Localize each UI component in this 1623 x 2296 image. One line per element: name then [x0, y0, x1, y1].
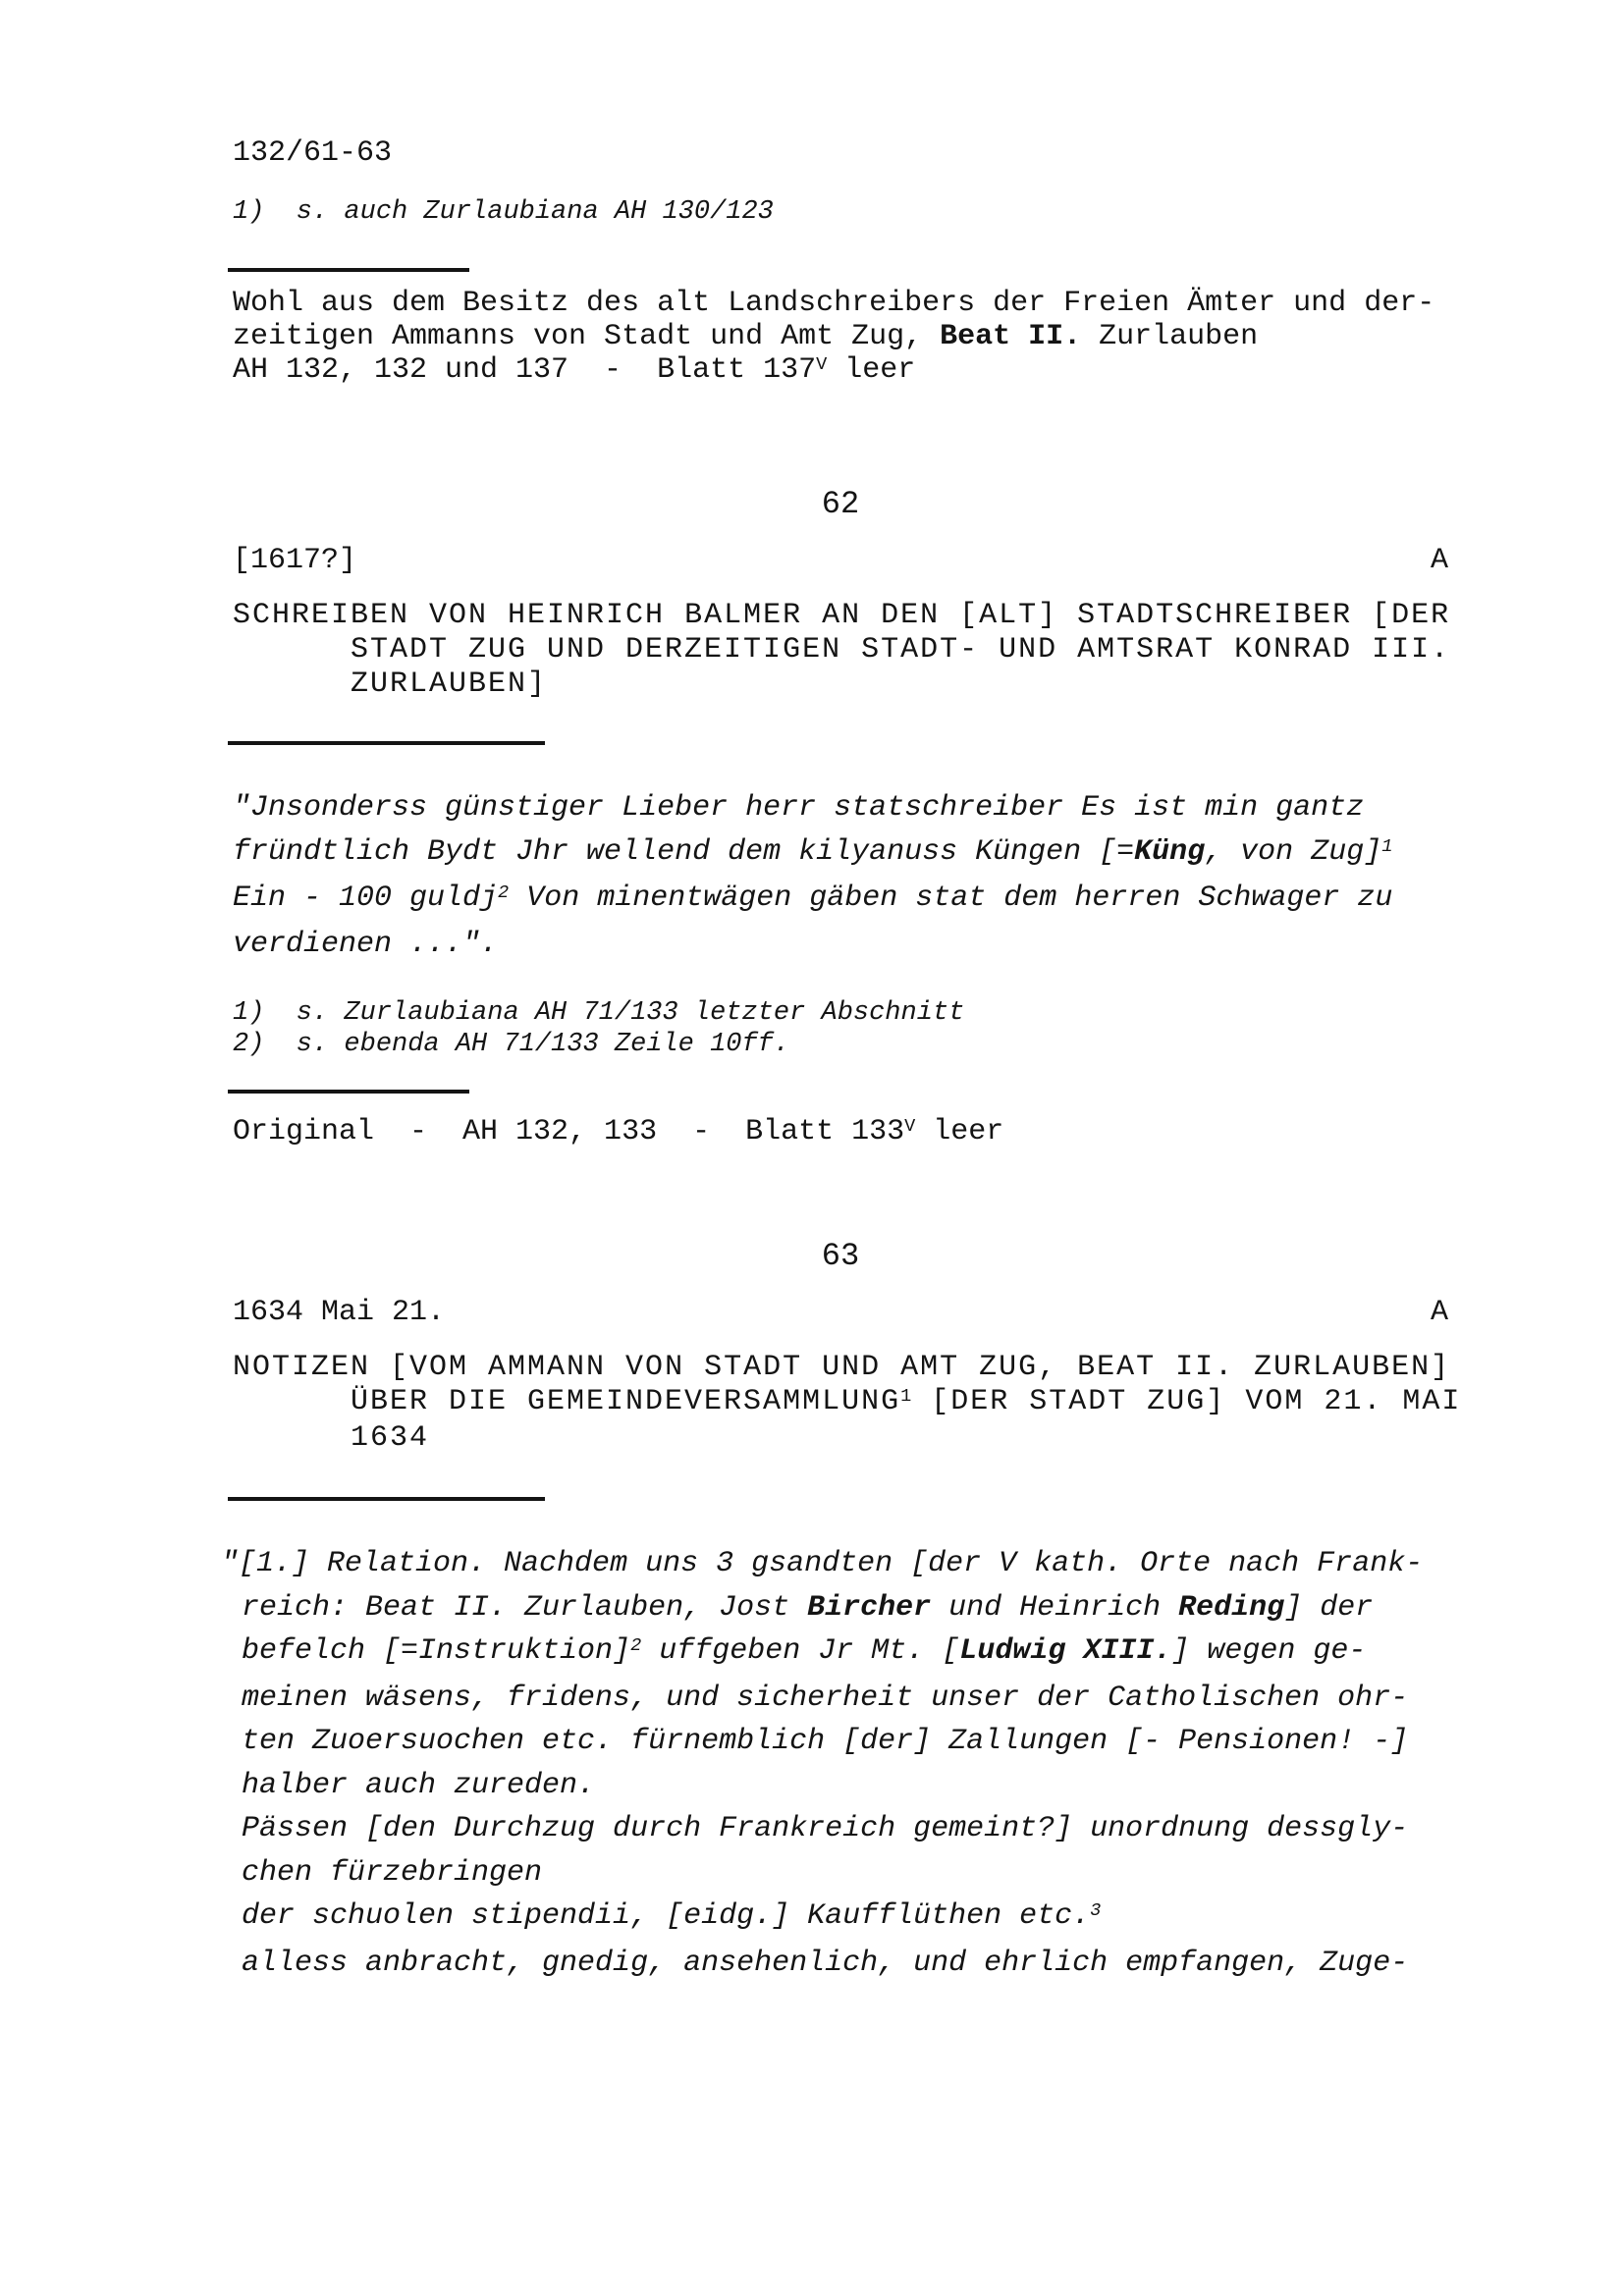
entry-63-number: 63: [821, 1238, 860, 1274]
superscript-footnote-marker: 1: [1381, 835, 1393, 857]
entry-63-date: 1634 Mai 21.: [233, 1296, 446, 1329]
text-line: "Jnsonderss günstiger Lieber herr statschreiber Es ist min gantz: [233, 791, 1365, 825]
text-line: NOTIZEN [VOM AMMANN VON STADT UND AMT ZUG, BEAT II. ZURLAUBEN]: [233, 1351, 1451, 1384]
entry-63-quote-excerpt: [221, 1542, 1458, 1985]
text-line: ZURLAUBEN]: [351, 667, 548, 701]
top-footnote-reference: 1) s. auch Zurlaubiana AH 130/123: [233, 197, 774, 227]
text-line: STADT ZUG UND DERZEITIGEN STADT- UND AMTSRAT KONRAD III.: [351, 633, 1451, 667]
text-line: Original - AH 132, 133 - Blatt $133^V$ leer: [233, 1115, 1004, 1148]
text-line: alless anbracht, gnedig, ansehenlich, und ehrlich empfangen, Zuge-: [242, 1946, 1409, 1980]
bold-emphasis: Küng: [1134, 835, 1206, 869]
text-line: 2) s. ebenda AH 71/133 Zeile 10ff.: [233, 1030, 790, 1059]
text-line: reich: Beat II. Zurlauben, Jost Bircher und Heinrich Reding] der: [242, 1590, 1374, 1625]
text-line: zeitigen Ammanns von Stadt und Amt Zug, Beat II. Zurlauben: [233, 320, 1259, 353]
entry-62-title: [233, 599, 1451, 702]
superscript-footnote-marker: 2: [630, 1634, 642, 1656]
text-line: befelch [=Instruktion]$^2$ uffgeben Jr Mt. [Ludwig XIII.] wegen ge-: [242, 1634, 1367, 1668]
entry-62-quote-excerpt: [233, 786, 1448, 967]
text-line: ÜBER DIE GEMEINDEVERSAMMLUNG$^1$ [DER STADT ZUG] VOM 21. MAI: [351, 1385, 1462, 1418]
entry-63-series-marker: A: [1430, 1296, 1448, 1329]
text-line: Wohl aus dem Besitz des alt Landschreibers der Freien Ämter und der-: [233, 287, 1435, 320]
text-line: der schuolen stipendii, [eidg.] Kaufflüthen etc.$^3$: [242, 1899, 1102, 1933]
bold-emphasis: Bircher: [807, 1590, 932, 1625]
divider-rule: [228, 1090, 469, 1094]
superscript-footnote-marker: V: [904, 1115, 916, 1137]
text-line: Ein - 100 guldj$^2$ Von minentwägen gäben stat dem herren Schwager zu: [233, 881, 1393, 915]
entry-62-number: 62: [821, 486, 860, 522]
entry-62-date-row: [233, 544, 1448, 577]
entry-62-source-note: [233, 1115, 1448, 1151]
superscript-footnote-marker: V: [816, 353, 828, 375]
text-line: halber auch zureden.: [242, 1768, 596, 1802]
superscript-footnote-marker: 1: [900, 1385, 912, 1407]
provenance-note: [233, 287, 1448, 390]
bold-emphasis: Beat II.: [940, 320, 1082, 353]
divider-rule: [228, 1497, 545, 1501]
text-line: chen fürzebringen: [242, 1855, 543, 1890]
text-line: verdienen ...".: [233, 928, 499, 961]
entry-62-series-marker: A: [1430, 544, 1448, 577]
text-line: AH 132, 132 und 137 - Blatt $137^V$ leer: [233, 353, 916, 387]
text-line: fründtlich Bydt Jhr wellend dem kilyanuss Küngen [=Küng, von Zug]$^1$: [233, 835, 1393, 869]
text-line: SCHREIBEN VON HEINRICH BALMER AN DEN [ALT] STADTSCHREIBER [DER: [233, 599, 1451, 632]
superscript-footnote-marker: 2: [498, 881, 510, 903]
entry-63-title: [233, 1351, 1462, 1456]
text-line: 1) s. Zurlaubiana AH 71/133 letzter Abschnitt: [233, 998, 965, 1028]
bold-emphasis: Ludwig XIII.: [959, 1634, 1172, 1668]
text-line: ten Zuoersuochen etc. fürnemblich [der] Zallungen [- Pensionen! -]: [242, 1725, 1409, 1758]
text-line: Pässen [den Durchzug durch Frankreich gemeint?] unordnung dessgly-: [242, 1812, 1409, 1845]
page-number-header: 132/61-63: [233, 136, 393, 170]
divider-rule: [228, 268, 469, 272]
bold-emphasis: Reding: [1178, 1590, 1285, 1625]
entry-63-date-row: [233, 1296, 1448, 1329]
divider-rule: [228, 741, 545, 745]
entry-62-footnotes: [233, 997, 1448, 1060]
entry-62-date: [1617?]: [233, 544, 357, 577]
text-line: meinen wäsens, fridens, und sicherheit unser der Catholischen ohr-: [242, 1681, 1409, 1715]
text-line: "[1.] Relation. Nachdem uns 3 gsandten [der V kath. Orte nach Frank-: [221, 1547, 1424, 1580]
superscript-footnote-marker: 3: [1090, 1899, 1102, 1921]
text-line: 1634: [351, 1421, 430, 1455]
